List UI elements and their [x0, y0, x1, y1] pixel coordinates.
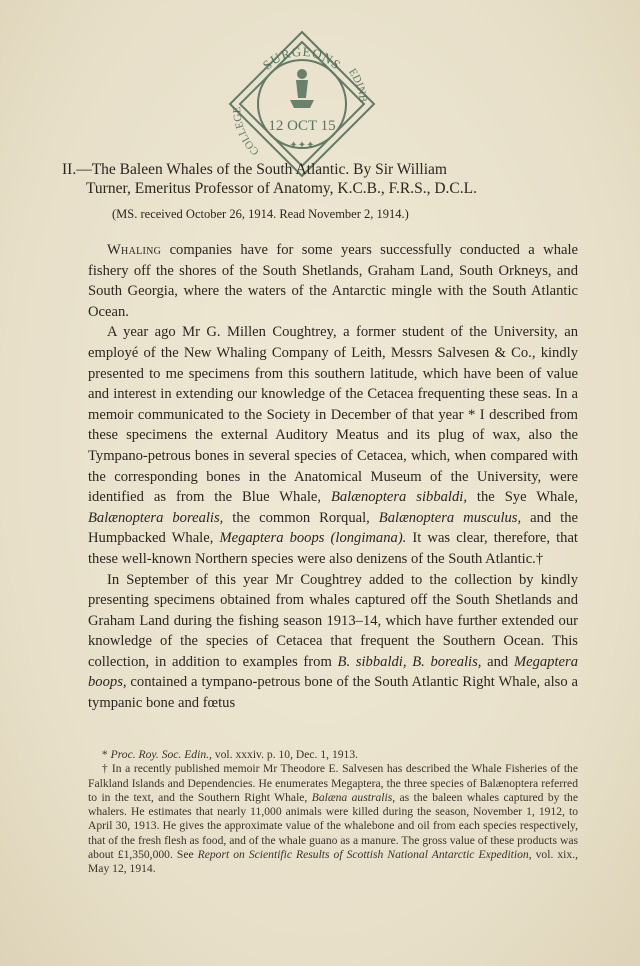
- lead-word: Whaling: [106, 242, 162, 258]
- paragraph-1: [88, 240, 578, 322]
- stamp-right-text: EDINB: [346, 66, 369, 103]
- footnote-mark: *: [101, 748, 111, 761]
- stamp-top-text: SURGEONS: [259, 43, 345, 73]
- species-name: Balænoptera musculus,: [378, 509, 522, 526]
- report-title: Report on Scientific Results of Scottish National Antarctic Expedition,: [197, 848, 532, 862]
- paragraph-2-text-d: and the Humpbacked Whale,: [88, 509, 578, 547]
- footnote-1: [88, 748, 578, 762]
- journal-name: Proc. Roy. Soc. Edin.,: [110, 748, 212, 761]
- svg-text:SURGEONS: [260, 44, 345, 73]
- stamp-date: 12 OCT 15: [268, 118, 336, 134]
- footnote-2-text-a: † In a recently published memoir Mr Theodore E. Salvesen has described the Whale Fisheries of the Falkland Islands and Dependencies. He enumerates Megaptera, the three species of Balænoptera referred to in the text, and the Southern Right Whale,: [88, 762, 578, 804]
- svg-text:✦✦✦: ✦✦✦: [289, 140, 315, 151]
- body-text: [88, 240, 578, 714]
- paragraph-2-text-e: It was clear, therefore, that these well-known Northern species were also denizens of the South Atlantic.†: [88, 530, 578, 567]
- footnote-2: [88, 762, 578, 876]
- species-name: Balænoptera sibbaldi,: [330, 489, 467, 506]
- paragraph-3: [88, 570, 578, 714]
- paragraph-1-text: companies have for some years successfully conducted a whale fishery off the shores of the South Shetlands, Graham Land, South Orkneys, and South Georgia, where the waters of the Antarctic mingle with the South Atlantic Ocean.: [88, 242, 578, 320]
- title-line-1: II.—The Baleen Whales of the South Atlantic. By Sir William: [62, 161, 447, 178]
- species-name: Megaptera boops,: [88, 653, 578, 691]
- paragraph-3-text-a: In September of this year Mr Coughtrey added to the collection by kindly presenting specimens obtained from whales captured off the South Shetlands and Graham Land during the fishing season 1913–14, which have further extended our knowledge of the species of Cetacea that frequent the Southern Ocean. This collection, in addition to examples from: [88, 571, 578, 670]
- svg-text:EDINB: [346, 66, 369, 103]
- paragraph-2: [88, 322, 578, 569]
- paper-title: [62, 160, 582, 198]
- received-note: (MS. received October 26, 1914. Read November 2, 1914.): [112, 207, 409, 221]
- species-name: Balænoptera borealis,: [88, 509, 224, 526]
- footnote-1-text: vol. xxxiv. p. 10, Dec. 1, 1913.: [211, 748, 359, 761]
- paragraph-2-text-c: the common Rorqual,: [223, 509, 379, 526]
- species-name: B. sibbaldi, B. borealis,: [337, 653, 482, 670]
- paragraph-2-text-b: the Sye Whale,: [466, 489, 578, 506]
- paragraph-3-text-b: and: [481, 653, 514, 670]
- footnote-2-text-b: as the baleen whales captured by the whalers. He estimates that nearly 11,000 animals were killed during the season, November 1, 1912, to April 30, 1913. He gives the approximate value of the whalebone and oil from each species respectively, that of the fresh flesh as food, and of the whale guano as a manure. The gross value of these products was about £1,350,000. See: [88, 790, 578, 862]
- species-name: Balæna australis,: [311, 790, 396, 804]
- title-line-2: Turner, Emeritus Professor of Anatomy, K.C.B., F.R.S., D.C.L.: [86, 180, 477, 197]
- stamp-left-text: COLLEGE: [231, 106, 262, 158]
- paragraph-2-text-a: A year ago Mr G. Millen Coughtrey, a former student of the University, an employé of the New Whaling Company of Leith, Messrs Salvesen & Co., kindly presented to me specimens from this southern latitude, which have been of value and interest in extending our knowledge of the Cetacea frequenting these seas. In a memoir communicated to the Society in December of that year * I described from these specimens the external Auditory Meatus and its plug of wax, also the Tympano-petrous bones in several species of Cetacea, which, when compared with the corresponding bones in the Anatomical Museum of the University, were identified as from the Blue Whale,: [88, 324, 578, 506]
- library-stamp: [226, 28, 378, 180]
- species-name: Megaptera boops (longimana).: [219, 530, 407, 547]
- stamp-crest-icon: [290, 69, 314, 108]
- paragraph-3-text-c: contained a tympano-petrous bone of the South Atlantic Right Whale, also a tympanic bone and fœtus: [88, 674, 578, 712]
- footnote-2-text-c: vol. xix., May 12, 1914.: [88, 848, 578, 876]
- footnotes: [88, 748, 578, 877]
